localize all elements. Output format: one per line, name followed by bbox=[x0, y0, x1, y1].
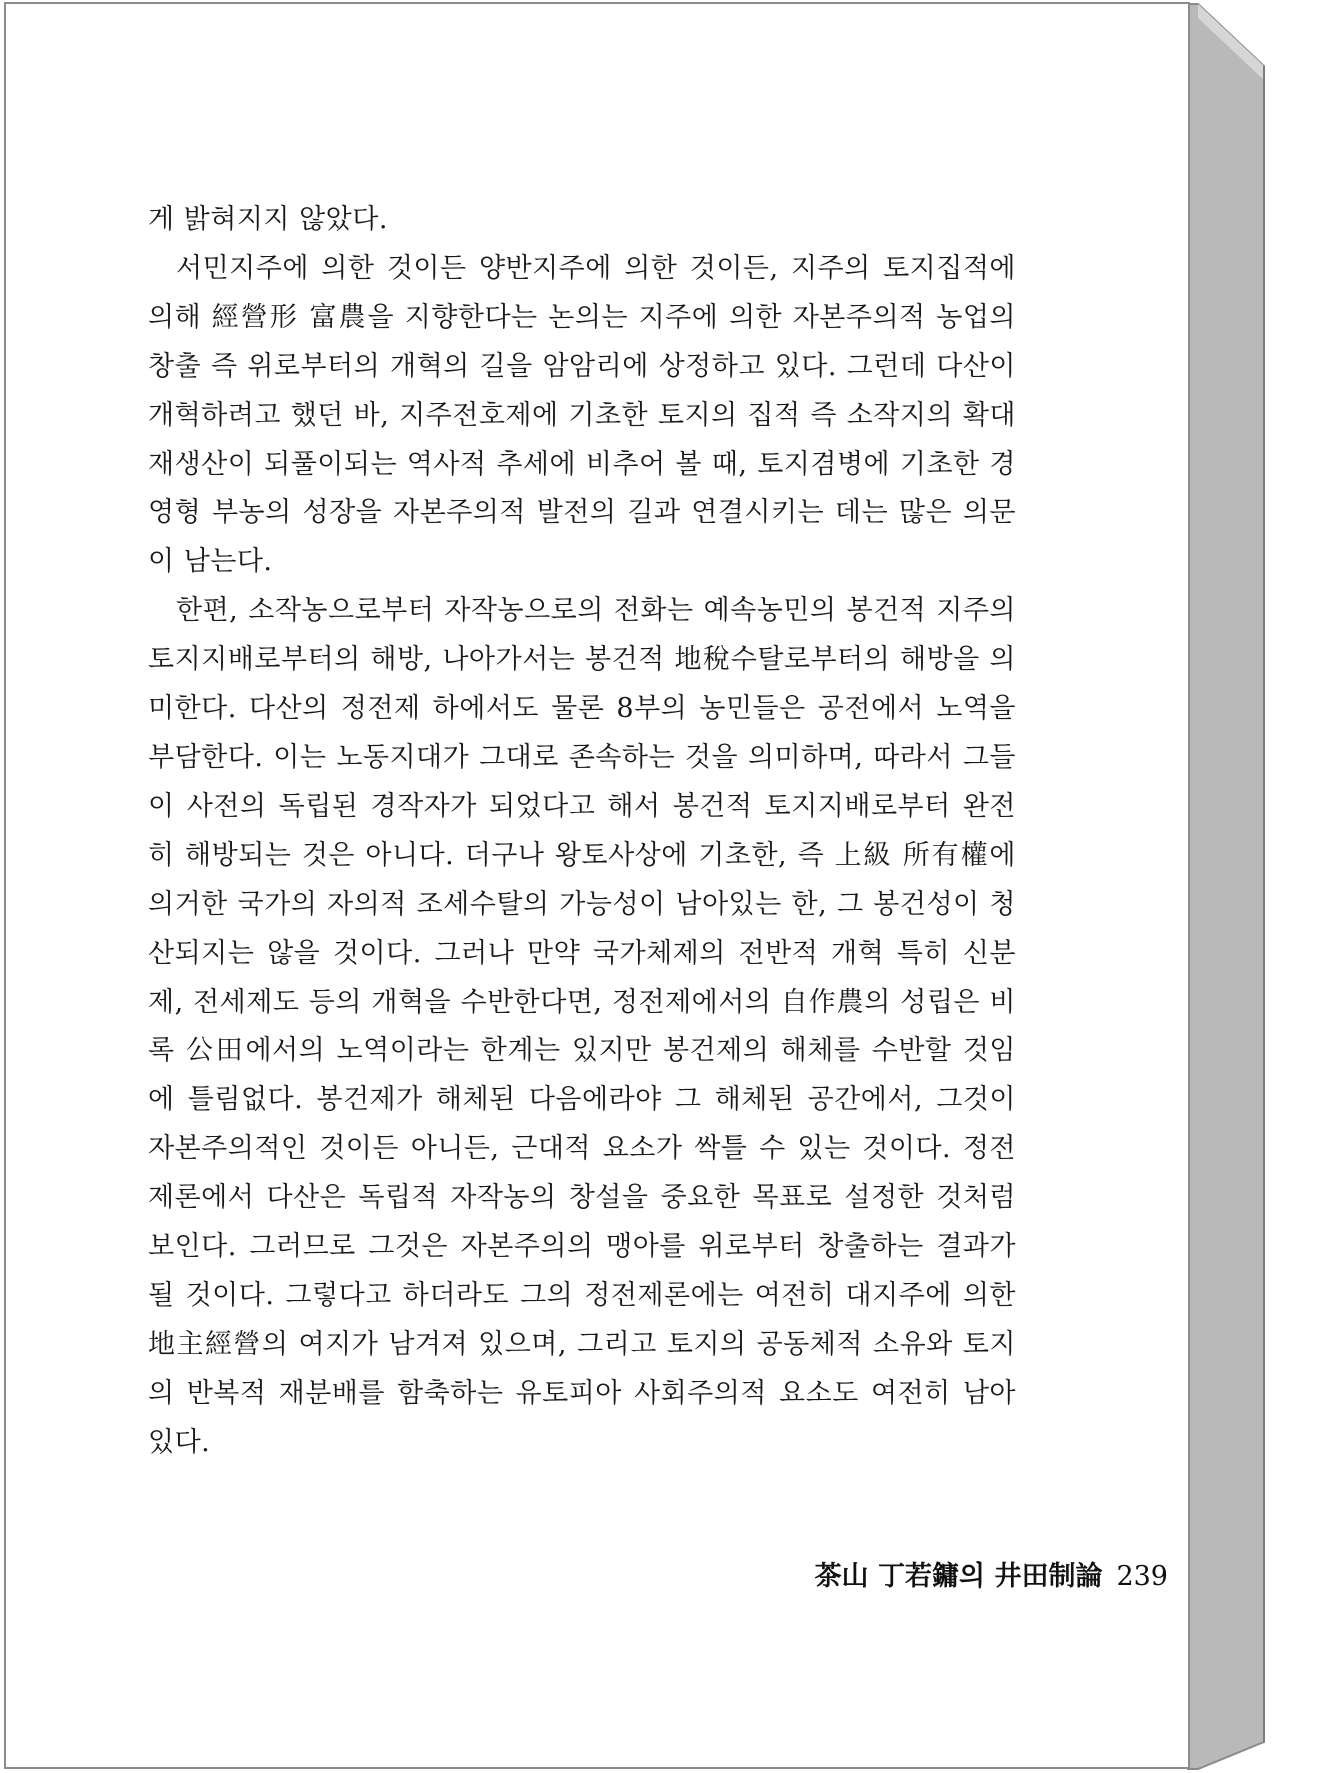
page-footer bbox=[815, 1554, 1168, 1593]
running-title: 茶山 丁若鏞의 井田制論 bbox=[814, 1561, 1103, 1592]
paragraph-1: 게 밝혀지지 않았다. bbox=[148, 204, 388, 235]
body-text bbox=[148, 196, 1016, 1468]
page-number: 239 bbox=[1116, 1561, 1168, 1592]
paragraph-3: 한편, 소작농으로부터 자작농으로의 전화는 예속농민의 봉건적 지주의 토지지배로부터의 해방, 나아가서는 봉건적 地稅수탈로부터의 해방을 의미한다. 다산의 정전제 하에서도 물론 8부의 농민들은 공전에서 노역을 부담한다. 이는 노동지대가 그대로 존속하는 것을 의미하며, 따라서 그들이 사전의 독립된 경작자가 되었다고 해서 봉건적 토지지배로부터 완전히 해방되는 것은 아니다. 더구나 왕토사상에 기초한, 즉 上級 所有權에 의거한 국가의 자의적 조세수탈의 가능성이 남아있는 한, 그 봉건성이 청산되지는 않을 것이다. 그러나 만약 국가체제의 전반적 개혁 특히 신분제, 전세제도 등의 개혁을 수반한다면, 정전제에서의 自作農의 성립은 비록 公田에서의 노역이라는 한계는 있지만 봉건제의 해체를 수반할 것임에 틀림없다. 봉건제가 해체된 다음에라야 그 해체된 공간에서, 그것이 자본주의적인 것이든 아니든, 근대적 요소가 싹틀 수 있는 것이다. 정전제론에서 다산은 독립적 자작농의 창설을 중요한 목표로 설정한 것처럼 보인다. 그러므로 그것은 자본주의의 맹아를 위로부터 창출하는 결과가 될 것이다. 그렇다고 하더라도 그의 정전제론에는 여전히 대지주에 의한 地主經營의 여지가 남겨져 있으며, 그리고 토지의 공동체적 소유와 토지의 반복적 재분배를 함축하는 유토피아 사회주의적 요소도 여전히 남아있다. bbox=[148, 595, 1016, 1458]
paragraph-2: 서민지주에 의한 것이든 양반지주에 의한 것이든, 지주의 토지집적에 의해 經營形 富農을 지향한다는 논의는 지주에 의한 자본주의적 농업의 창출 즉 위로부터의 개혁의 길을 암암리에 상정하고 있다. 그런데 다산이 개혁하려고 했던 바, 지주전호제에 기초한 토지의 집적 즉 소작지의 확대재생산이 되풀이되는 역사적 추세에 비추어 볼 때, 토지겸병에 기초한 경영형 부농의 성장을 자본주의적 발전의 길과 연결시키는 데는 많은 의문이 남는다. bbox=[148, 252, 1016, 578]
